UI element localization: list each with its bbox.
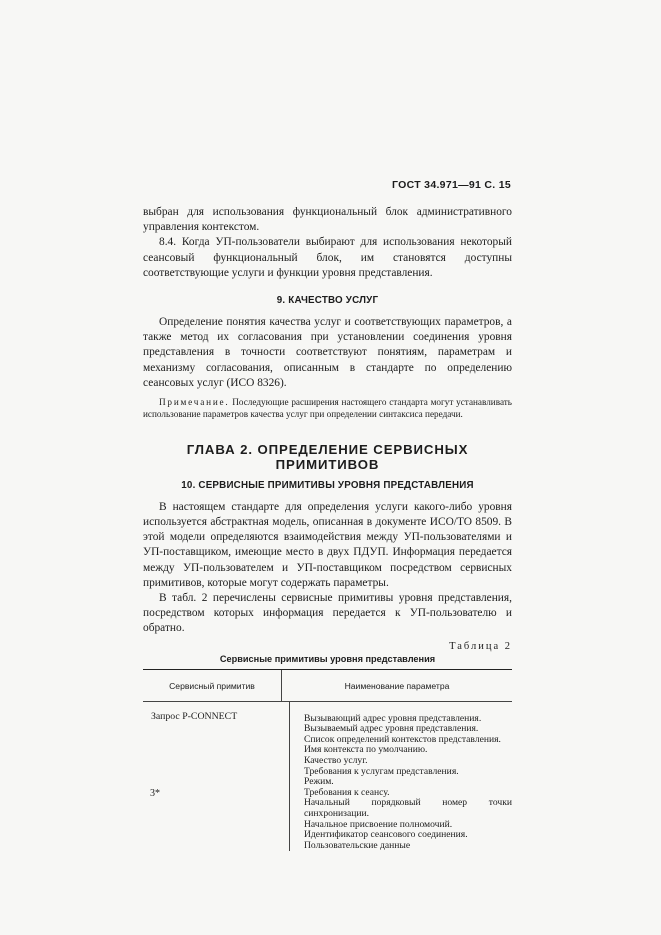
list-item: Требования к сеансу.: [304, 786, 390, 798]
page-content: [143, 205, 512, 851]
list-item: Начальное присвоение полномочий.: [304, 818, 453, 830]
list-item: Режим.: [304, 776, 334, 788]
table-title: Сервисные примитивы уровня представления: [219, 653, 436, 664]
list-item: Список определений контекстов представления.: [304, 733, 501, 745]
table-number: Таблица 2: [449, 640, 512, 652]
note-label: Примечание.: [159, 397, 230, 408]
list-item: Требования к услугам представления.: [304, 765, 459, 777]
list-item: Пользовательские данные: [304, 839, 411, 851]
primitive-cell: Запрос P-CONNECT: [151, 710, 238, 722]
col-parameter-header: Наименование параметра: [344, 680, 450, 691]
section-10-para-1: В настоящем стандарте для определения услуги какого-либо уровня используется абстрактная модель, описанная в документе ИСО/ТО 8509. В этой модели определяются взаимодействия между УП-пользователями и УП-поставщиком, имеющие место в двух ПДУП. Информация передается между УП-пользователем и УП-поставщиком посредством сервисных примитивов, которые могут содержать параметры.: [143, 500, 512, 589]
page-header: ГОСТ 34.971—91 С. 15: [392, 179, 511, 191]
parameter-list: [290, 702, 512, 852]
list-item: Вызывающий адрес уровня представления.: [304, 712, 482, 724]
list-item: Вызываемый адрес уровня представления.: [304, 723, 479, 735]
note-text: Последующие расширения настоящего стандарта могут устанавливать использование параметров качества услуг при определении синтаксиса передачи.: [143, 397, 512, 420]
clause-8-4: 8.4. Когда УП-пользователи выбирают для использования некоторый сеансовый функциональный блок, им становятся доступны соответствующие услуги и функции уровня представления.: [143, 236, 512, 279]
table-header-row: [143, 670, 512, 701]
section-9-title: 9. КАЧЕСТВО УСЛУГ: [276, 295, 379, 307]
list-item: Начальный порядковый номер точки синхронизации.: [304, 797, 512, 820]
col-primitive-header: Сервисный примитив: [169, 680, 255, 691]
list-item: Идентификатор сеансового соединения.: [304, 829, 468, 841]
chapter-2-title: ГЛАВА 2. ОПРЕДЕЛЕНИЕ СЕРВИСНЫХ ПРИМИТИВОВ: [186, 441, 469, 472]
list-item: Качество услуг.: [304, 755, 368, 767]
primitives-table: [143, 669, 512, 852]
table-row: [143, 702, 512, 852]
note: [143, 396, 512, 421]
page-number: 3*: [150, 788, 160, 799]
section-10-title: 10. СЕРВИСНЫЕ ПРИМИТИВЫ УРОВНЯ ПРЕДСТАВЛЕНИЯ: [181, 479, 474, 491]
list-item: Имя контекста по умолчанию.: [304, 744, 428, 756]
continuation-paragraph: выбран для использования функциональный блок административного управления контекстом.: [143, 206, 512, 234]
section-9-text: Определение понятия качества услуг и соответствующих параметров, а также метод их согласования при установлении соединения уровня представления в точности соответствуют понятиям, параметрам и механизму согласования, описанным в стандарте по определению сеансовых услуг (ИСО 8326).: [143, 316, 512, 389]
section-10-para-2: В табл. 2 перечислены сервисные примитивы уровня представления, посредством которых информация передается к УП-пользователю и обратно.: [143, 592, 512, 635]
